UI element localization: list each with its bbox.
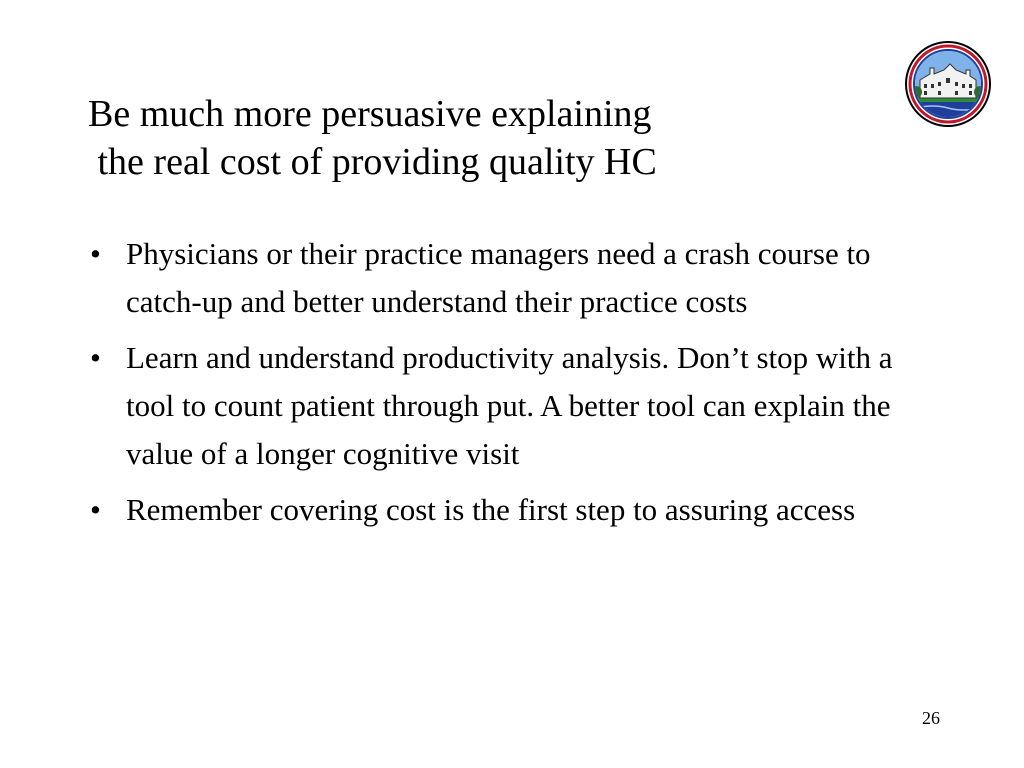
bullet-item-2: • Learn and understand productivity analysis. Don’t stop with a tool to count patient through put. A better tool can explain the value of a longer cognitive visit	[88, 334, 948, 478]
slide-title-line-1: Be much more persuasive explaining	[88, 93, 652, 135]
slide-title-line-2: the real cost of providing quality HC	[88, 141, 657, 183]
slide-page-number: 26	[922, 708, 940, 728]
bullet-item-3: • Remember covering cost is the first step to assuring access	[88, 486, 948, 534]
slide-title	[88, 90, 868, 186]
bullet-list	[88, 230, 948, 542]
bullet-item-1: • Physicians or their practice managers need a crash course to catch-up and better understand their practice costs	[88, 230, 948, 326]
building-seal-icon	[904, 40, 992, 128]
